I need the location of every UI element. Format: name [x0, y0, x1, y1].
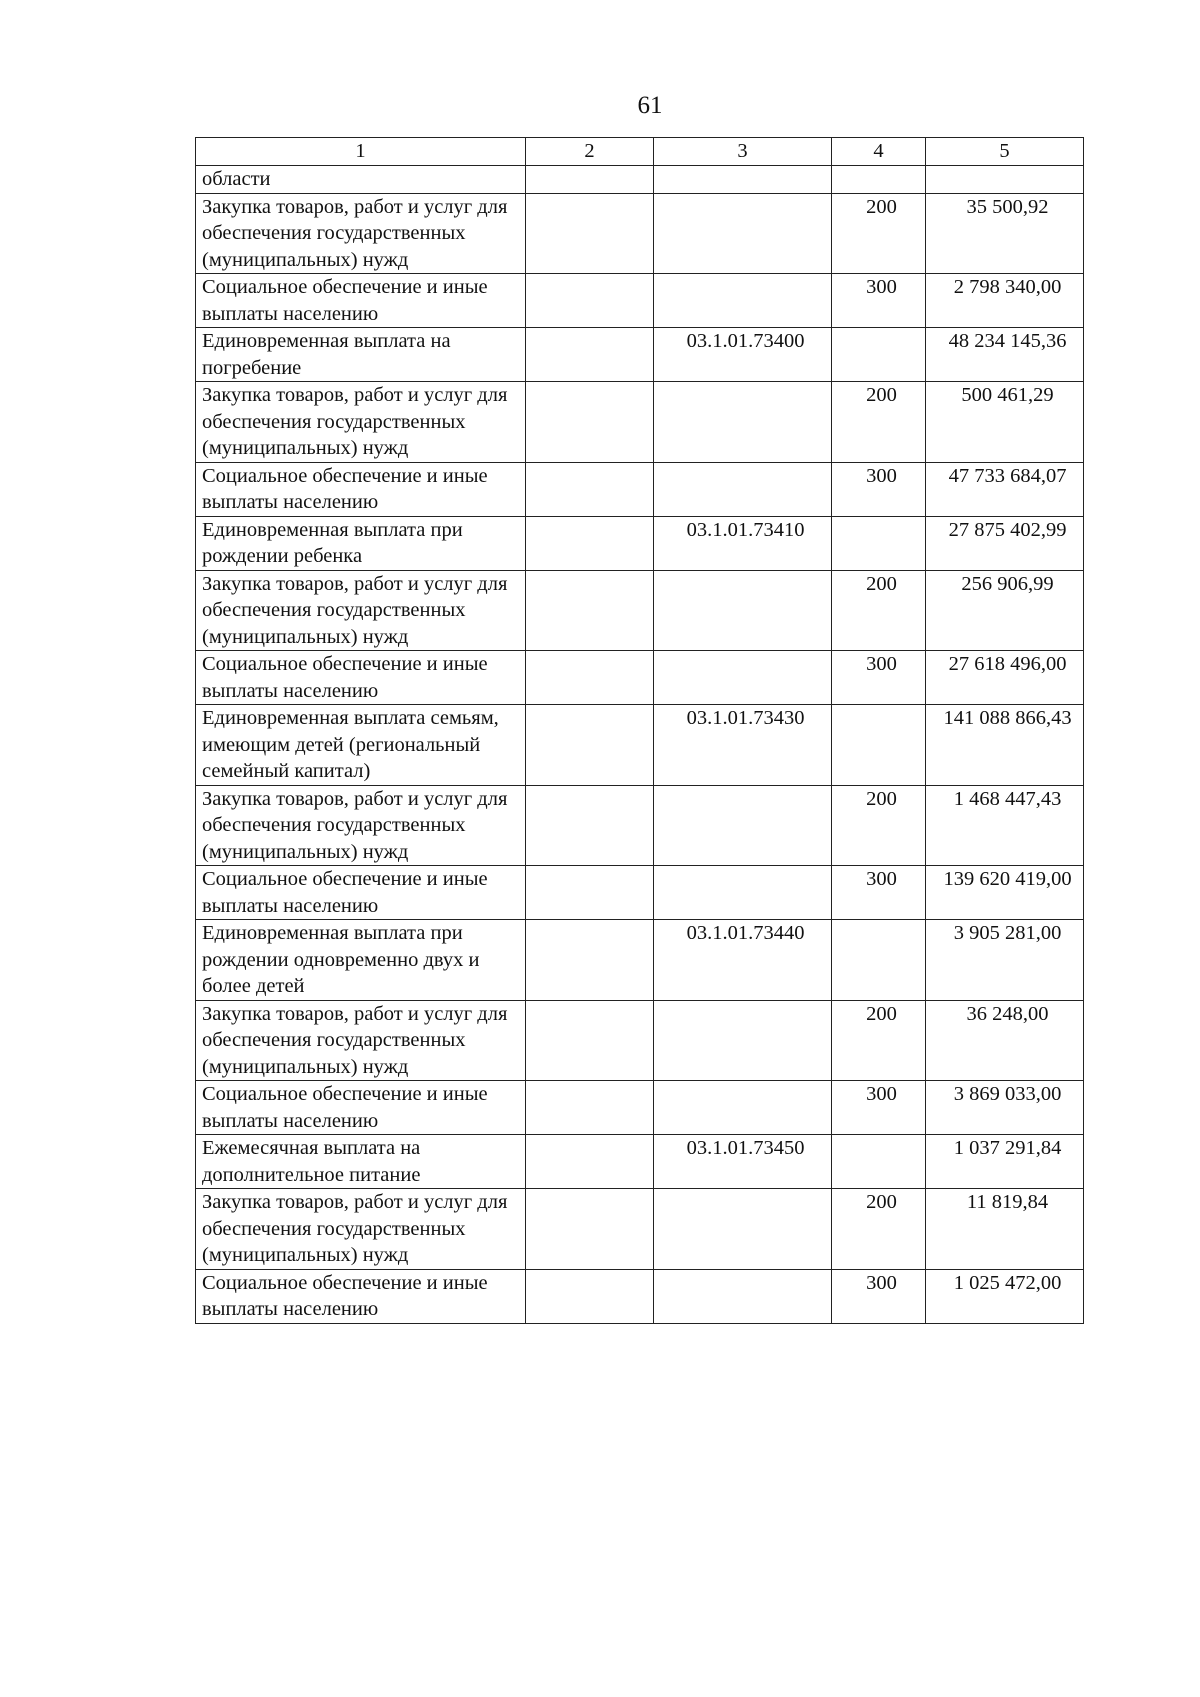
row-col2-cell [526, 785, 654, 866]
row-code-cell [654, 166, 832, 194]
row-expense-kind-cell: 300 [832, 274, 926, 328]
row-expense-kind-cell: 300 [832, 1081, 926, 1135]
header-col-3: 3 [654, 138, 832, 166]
row-code-cell [654, 651, 832, 705]
row-col2-cell [526, 193, 654, 274]
row-name-cell: Единовременная выплата на погребение [196, 328, 526, 382]
row-sum-cell: 27 875 402,99 [926, 516, 1084, 570]
row-name-cell: Закупка товаров, работ и услуг для обеспечения государственных (муниципальных) нужд [196, 193, 526, 274]
row-name-cell: Единовременная выплата семьям, имеющим детей (региональный семейный капитал) [196, 705, 526, 786]
row-name-cell: Социальное обеспечение и иные выплаты населению [196, 866, 526, 920]
page-number: 61 [637, 92, 663, 119]
table-row [196, 328, 1084, 382]
row-expense-kind-cell: 200 [832, 570, 926, 651]
row-name-cell: Единовременная выплата при рождении одновременно двух и более детей [196, 920, 526, 1001]
row-sum-cell: 141 088 866,43 [926, 705, 1084, 786]
row-expense-kind-cell: 200 [832, 382, 926, 463]
row-sum-cell: 1 025 472,00 [926, 1269, 1084, 1323]
table-row [196, 570, 1084, 651]
row-col2-cell [526, 866, 654, 920]
row-col2-cell [526, 328, 654, 382]
row-code-cell [654, 1269, 832, 1323]
table-row [196, 462, 1084, 516]
row-name-cell: Социальное обеспечение и иные выплаты населению [196, 274, 526, 328]
row-col2-cell [526, 1269, 654, 1323]
row-name-cell: Закупка товаров, работ и услуг для обеспечения государственных (муниципальных) нужд [196, 1000, 526, 1081]
row-expense-kind-cell [832, 705, 926, 786]
table-row [196, 1081, 1084, 1135]
row-sum-cell: 139 620 419,00 [926, 866, 1084, 920]
row-col2-cell [526, 705, 654, 786]
row-name-cell: Социальное обеспечение и иные выплаты населению [196, 1081, 526, 1135]
row-col2-cell [526, 516, 654, 570]
row-code-cell: 03.1.01.73410 [654, 516, 832, 570]
budget-table [195, 137, 1084, 1324]
table-row [196, 785, 1084, 866]
row-sum-cell: 3 905 281,00 [926, 920, 1084, 1001]
row-sum-cell: 3 869 033,00 [926, 1081, 1084, 1135]
row-expense-kind-cell: 300 [832, 651, 926, 705]
header-col-5: 5 [926, 138, 1084, 166]
row-sum-cell [926, 166, 1084, 194]
row-name-cell: Социальное обеспечение и иные выплаты населению [196, 651, 526, 705]
row-expense-kind-cell: 300 [832, 866, 926, 920]
row-code-cell [654, 193, 832, 274]
row-code-cell [654, 1000, 832, 1081]
row-col2-cell [526, 1000, 654, 1081]
row-col2-cell [526, 1189, 654, 1270]
row-expense-kind-cell: 200 [832, 193, 926, 274]
header-col-1: 1 [196, 138, 526, 166]
row-code-cell [654, 785, 832, 866]
row-col2-cell [526, 1081, 654, 1135]
row-code-cell: 03.1.01.73430 [654, 705, 832, 786]
row-col2-cell [526, 382, 654, 463]
row-sum-cell: 500 461,29 [926, 382, 1084, 463]
row-code-cell [654, 462, 832, 516]
table-row [196, 1000, 1084, 1081]
table-row [196, 1135, 1084, 1189]
row-code-cell [654, 866, 832, 920]
row-col2-cell [526, 570, 654, 651]
row-sum-cell: 47 733 684,07 [926, 462, 1084, 516]
row-expense-kind-cell [832, 166, 926, 194]
header-row [196, 138, 1084, 166]
table-row [196, 1189, 1084, 1270]
table-row [196, 166, 1084, 194]
row-code-cell [654, 570, 832, 651]
row-code-cell [654, 274, 832, 328]
table-row [196, 1269, 1084, 1323]
row-expense-kind-cell [832, 920, 926, 1001]
row-name-cell: Ежемесячная выплата на дополнительное питание [196, 1135, 526, 1189]
table-row [196, 920, 1084, 1001]
row-col2-cell [526, 462, 654, 516]
row-sum-cell: 1 037 291,84 [926, 1135, 1084, 1189]
row-name-cell: Закупка товаров, работ и услуг для обеспечения государственных (муниципальных) нужд [196, 785, 526, 866]
table-row [196, 193, 1084, 274]
row-name-cell: Закупка товаров, работ и услуг для обеспечения государственных (муниципальных) нужд [196, 1189, 526, 1270]
row-name-cell: области [196, 166, 526, 194]
row-col2-cell [526, 166, 654, 194]
row-name-cell: Социальное обеспечение и иные выплаты населению [196, 1269, 526, 1323]
row-expense-kind-cell: 200 [832, 1000, 926, 1081]
row-name-cell: Социальное обеспечение и иные выплаты населению [196, 462, 526, 516]
table-row [196, 651, 1084, 705]
row-col2-cell [526, 651, 654, 705]
table-row [196, 516, 1084, 570]
row-name-cell: Единовременная выплата при рождении ребенка [196, 516, 526, 570]
row-sum-cell: 11 819,84 [926, 1189, 1084, 1270]
row-sum-cell: 27 618 496,00 [926, 651, 1084, 705]
row-code-cell: 03.1.01.73400 [654, 328, 832, 382]
row-expense-kind-cell [832, 516, 926, 570]
row-name-cell: Закупка товаров, работ и услуг для обеспечения государственных (муниципальных) нужд [196, 570, 526, 651]
header-col-2: 2 [526, 138, 654, 166]
table-row [196, 705, 1084, 786]
table-row [196, 866, 1084, 920]
row-name-cell: Закупка товаров, работ и услуг для обеспечения государственных (муниципальных) нужд [196, 382, 526, 463]
header-col-4: 4 [832, 138, 926, 166]
row-expense-kind-cell [832, 1135, 926, 1189]
row-code-cell [654, 1081, 832, 1135]
row-code-cell [654, 382, 832, 463]
row-col2-cell [526, 920, 654, 1001]
row-sum-cell: 48 234 145,36 [926, 328, 1084, 382]
row-expense-kind-cell: 200 [832, 785, 926, 866]
row-expense-kind-cell: 300 [832, 1269, 926, 1323]
row-sum-cell: 36 248,00 [926, 1000, 1084, 1081]
table-row [196, 274, 1084, 328]
row-sum-cell: 256 906,99 [926, 570, 1084, 651]
row-expense-kind-cell: 200 [832, 1189, 926, 1270]
table-body [196, 166, 1084, 1324]
row-col2-cell [526, 274, 654, 328]
row-code-cell: 03.1.01.73440 [654, 920, 832, 1001]
row-code-cell: 03.1.01.73450 [654, 1135, 832, 1189]
table-row [196, 382, 1084, 463]
row-col2-cell [526, 1135, 654, 1189]
row-code-cell [654, 1189, 832, 1270]
row-sum-cell: 35 500,92 [926, 193, 1084, 274]
row-sum-cell: 2 798 340,00 [926, 274, 1084, 328]
row-expense-kind-cell: 300 [832, 462, 926, 516]
row-sum-cell: 1 468 447,43 [926, 785, 1084, 866]
row-expense-kind-cell [832, 328, 926, 382]
